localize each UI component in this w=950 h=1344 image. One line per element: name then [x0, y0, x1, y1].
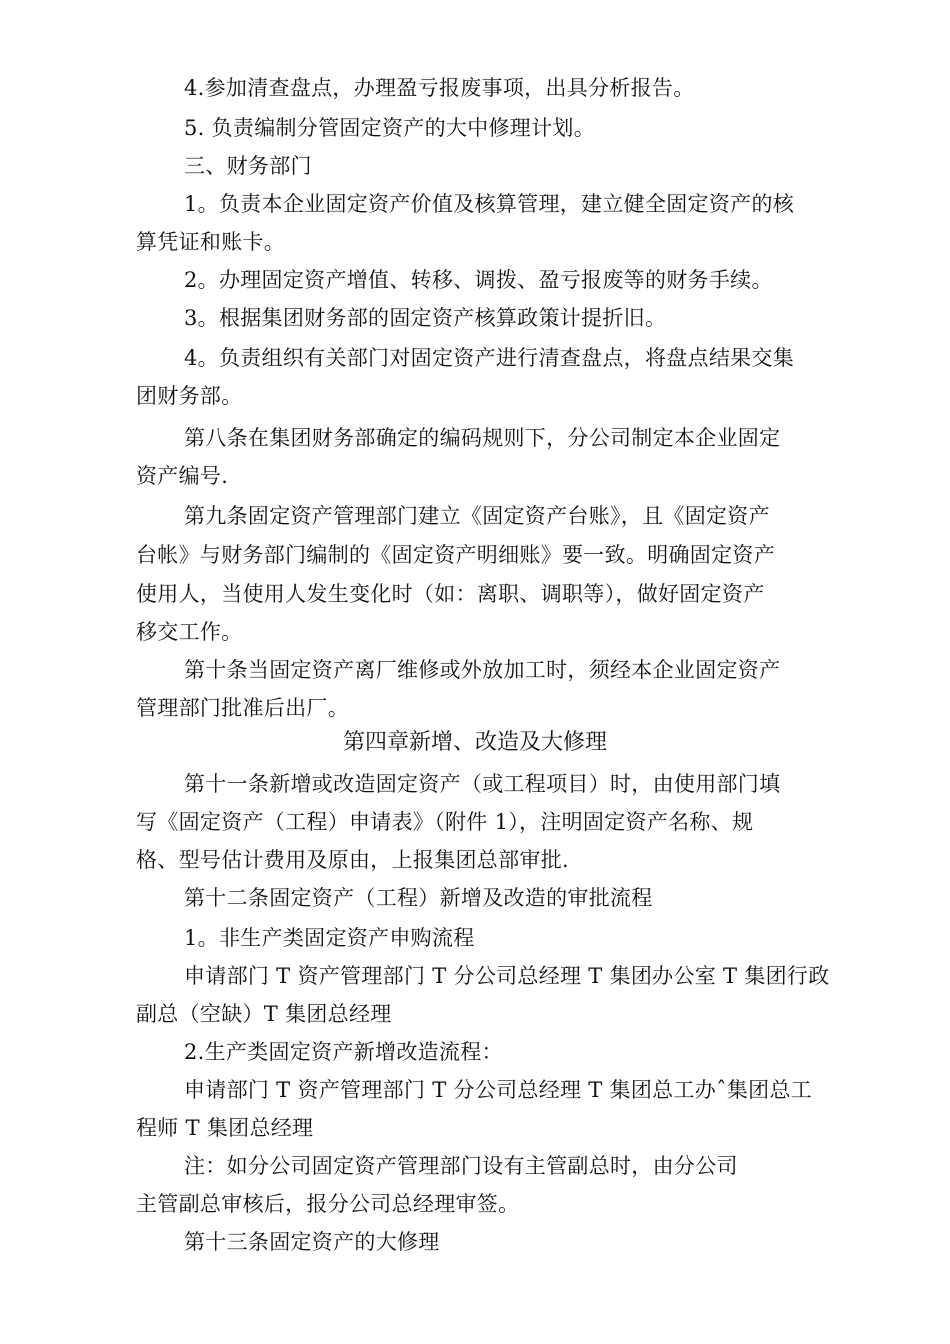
paragraph-line: 申请部门 T 资产管理部门 T 分公司总经理 T 集团办公室 T 集团行政 — [184, 964, 830, 988]
paragraph-line: 管理部门批准后出厂。 — [136, 696, 349, 720]
paragraph-line: 3。根据集团财务部的固定资产核算政策计提折旧。 — [184, 306, 667, 330]
paragraph-line: 移交工作。 — [136, 620, 243, 644]
paragraph-line: 2.生产类固定资产新增改造流程： — [184, 1040, 503, 1064]
paragraph-line: 副总（空缺）T 集团总经理 — [136, 1002, 392, 1026]
paragraph-line: 台帐》与财务部门编制的《固定资产明细账》要一致。明确固定资产 — [136, 543, 775, 567]
paragraph-line: 1。非生产类固定资产申购流程 — [184, 926, 475, 950]
paragraph-line: 第十二条固定资产（工程）新增及改造的审批流程 — [184, 886, 653, 910]
paragraph-line: 算凭证和账卡。 — [136, 230, 286, 254]
paragraph-line: 写《固定资产（工程）申请表》（附件 1），注明固定资产名称、规 — [136, 810, 754, 834]
paragraph-line: 第八条在集团财务部确定的编码规则下，分公司制定本企业固定 — [184, 426, 781, 450]
paragraph-line: 4.参加清查盘点，办理盈亏报废事项，出具分析报告。 — [184, 76, 695, 100]
paragraph-line: 格、型号估计费用及原由，上报集团总部审批. — [136, 848, 569, 872]
section-heading: 三、财务部门 — [184, 154, 312, 178]
chapter-heading: 第四章新增、改造及大修理 — [342, 730, 607, 755]
paragraph-line: 程师 T 集团总经理 — [136, 1116, 314, 1140]
paragraph-line: 1。负责本企业固定资产价值及核算管理，建立健全固定资产的核 — [184, 192, 795, 216]
paragraph-line: 5. 负责编制分管固定资产的大中修理计划。 — [184, 116, 596, 140]
paragraph-line: 第十条当固定资产离厂维修或外放加工时，须经本企业固定资产 — [184, 658, 781, 682]
paragraph-line: 注：如分公司固定资产管理部门设有主管副总时，由分公司 — [184, 1154, 738, 1178]
paragraph-line: 使用人，当使用人发生变化时（如：离职、调职等），做好固定资产 — [136, 582, 765, 606]
paragraph-line: 团财务部。 — [136, 384, 243, 408]
paragraph-line: 第十一条新增或改造固定资产（或工程项目）时，由使用部门填 — [184, 772, 781, 796]
paragraph-line: 4。负责组织有关部门对固定资产进行清查盘点，将盘点结果交集 — [184, 346, 795, 370]
paragraph-line: 主管副总审核后，报分公司总经理审签。 — [136, 1192, 520, 1216]
paragraph-line: 第十三条固定资产的大修理 — [184, 1230, 440, 1254]
paragraph-line: 申请部门 T 资产管理部门 T 分公司总经理 T 集团总工办ˆ集团总工 — [184, 1078, 813, 1102]
paragraph-line: 2。办理固定资产增值、转移、调拨、盈亏报废等的财务手续。 — [184, 268, 773, 292]
paragraph-line: 第九条固定资产管理部门建立《固定资产台账》，且《固定资产 — [184, 504, 770, 528]
paragraph-line: 资产编号. — [136, 464, 229, 488]
